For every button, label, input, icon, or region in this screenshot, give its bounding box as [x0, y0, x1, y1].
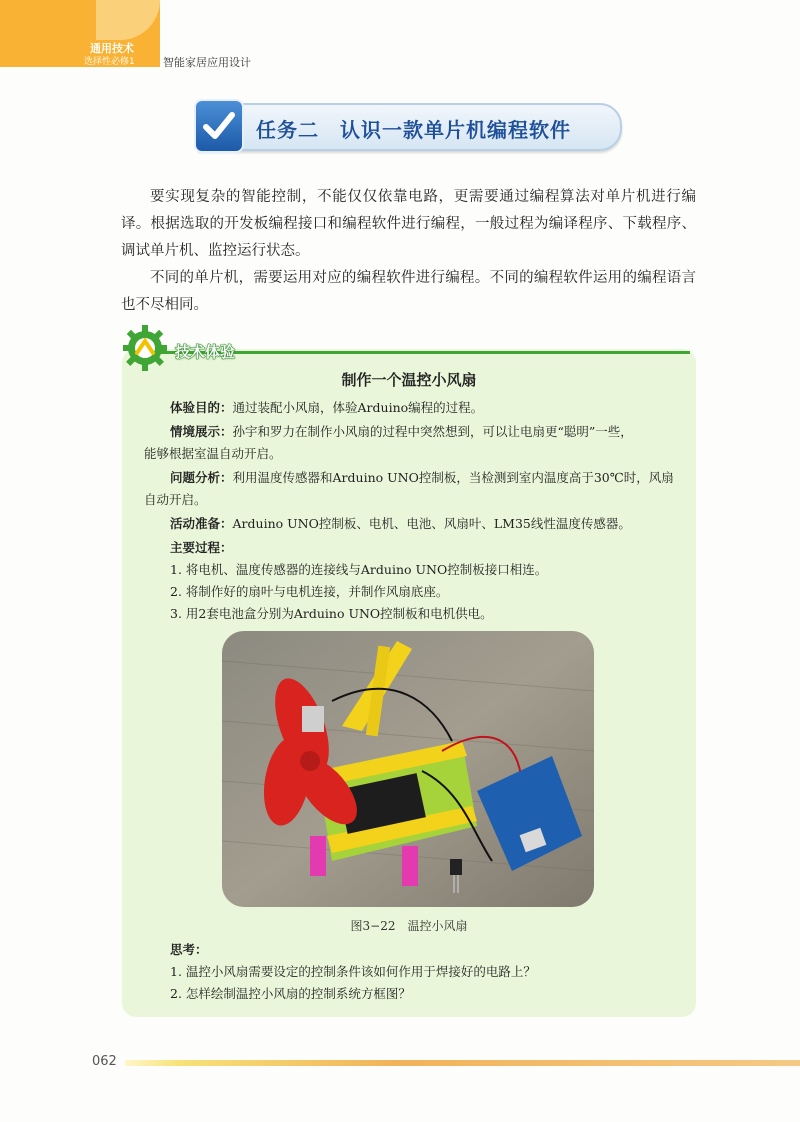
process-label: 主要过程： [170, 540, 233, 555]
think-label: 思考： [170, 942, 208, 957]
figure-caption: 图3−22 温控小风扇 [350, 919, 468, 933]
page-number: 062 [92, 1054, 117, 1069]
purpose-text: 通过装配小风扇，体验Arduino编程的过程。 [232, 400, 484, 415]
experience-box [122, 349, 696, 1017]
problem-text-1: 利用温度传感器和Arduino UNO控制板，当检测到室内温度高于30℃时，风扇 [232, 470, 674, 485]
task-banner [198, 103, 622, 151]
footer-bar [125, 1060, 800, 1066]
prep-label: 活动准备： [170, 516, 233, 531]
corner-highlight [96, 0, 160, 40]
header-corner-block [0, 0, 160, 67]
checkmark-icon [194, 99, 244, 153]
problem-text-2: 自动开启。 [144, 492, 207, 507]
fan-photo [222, 631, 594, 907]
purpose-line [170, 397, 483, 419]
gear-icon [123, 325, 171, 371]
series-subtitle: 选择性必修1 [84, 57, 135, 67]
scenario-text-2: 能够根据室温自动开启。 [144, 446, 282, 461]
task-title: 任务二 认识一款单片机编程软件 [256, 118, 571, 142]
experience-title: 制作一个温控小风扇 [341, 371, 477, 389]
question-1: 1. 温控小风扇需要设定的控制条件该如何作用于焊接好的电路上？ [170, 964, 536, 979]
chapter-title: 智能家居应用设计 [163, 56, 251, 69]
intro-paragraph-2: 不同的单片机，需要运用对应的编程软件进行编程。不同的编程软件运用的编程语言也不尽相同。 [121, 270, 696, 313]
prep-line [170, 513, 631, 535]
experience-label: 技术体验 [175, 343, 236, 361]
scenario-text-1: 孙宇和罗力在制作小风扇的过程中突然想到，可以让电扇更“聪明”一些， [232, 424, 633, 439]
scenario-line-1 [170, 421, 633, 443]
step-3: 3. 用2套电池盒分别为Arduino UNO控制板和电机供电。 [170, 606, 493, 621]
series-title: 通用技术 [90, 42, 134, 55]
purpose-label: 体验目的： [170, 400, 233, 415]
scenario-label: 情境展示： [170, 424, 233, 439]
intro-paragraph-1: 要实现复杂的智能控制，不能仅仅依靠电路，更需要通过编程算法对单片机进行编译。根据选取的开发板编程接口和编程软件进行编程，一般过程为编译程序、下载程序、调试单片机、监控运行状态。 [121, 189, 696, 259]
step-1: 1. 将电机、温度传感器的连接线与Arduino UNO控制板接口相连。 [170, 562, 548, 577]
experience-header [123, 325, 696, 371]
problem-label: 问题分析： [170, 470, 233, 485]
prep-text: Arduino UNO控制板、电机、电池、风扇叶、LM35线性温度传感器。 [232, 516, 631, 531]
problem-line-1 [170, 467, 674, 489]
question-2: 2. 怎样绘制温控小风扇的控制系统方框图？ [170, 986, 411, 1001]
step-2: 2. 将制作好的扇叶与电机连接，并制作风扇底座。 [170, 584, 449, 599]
